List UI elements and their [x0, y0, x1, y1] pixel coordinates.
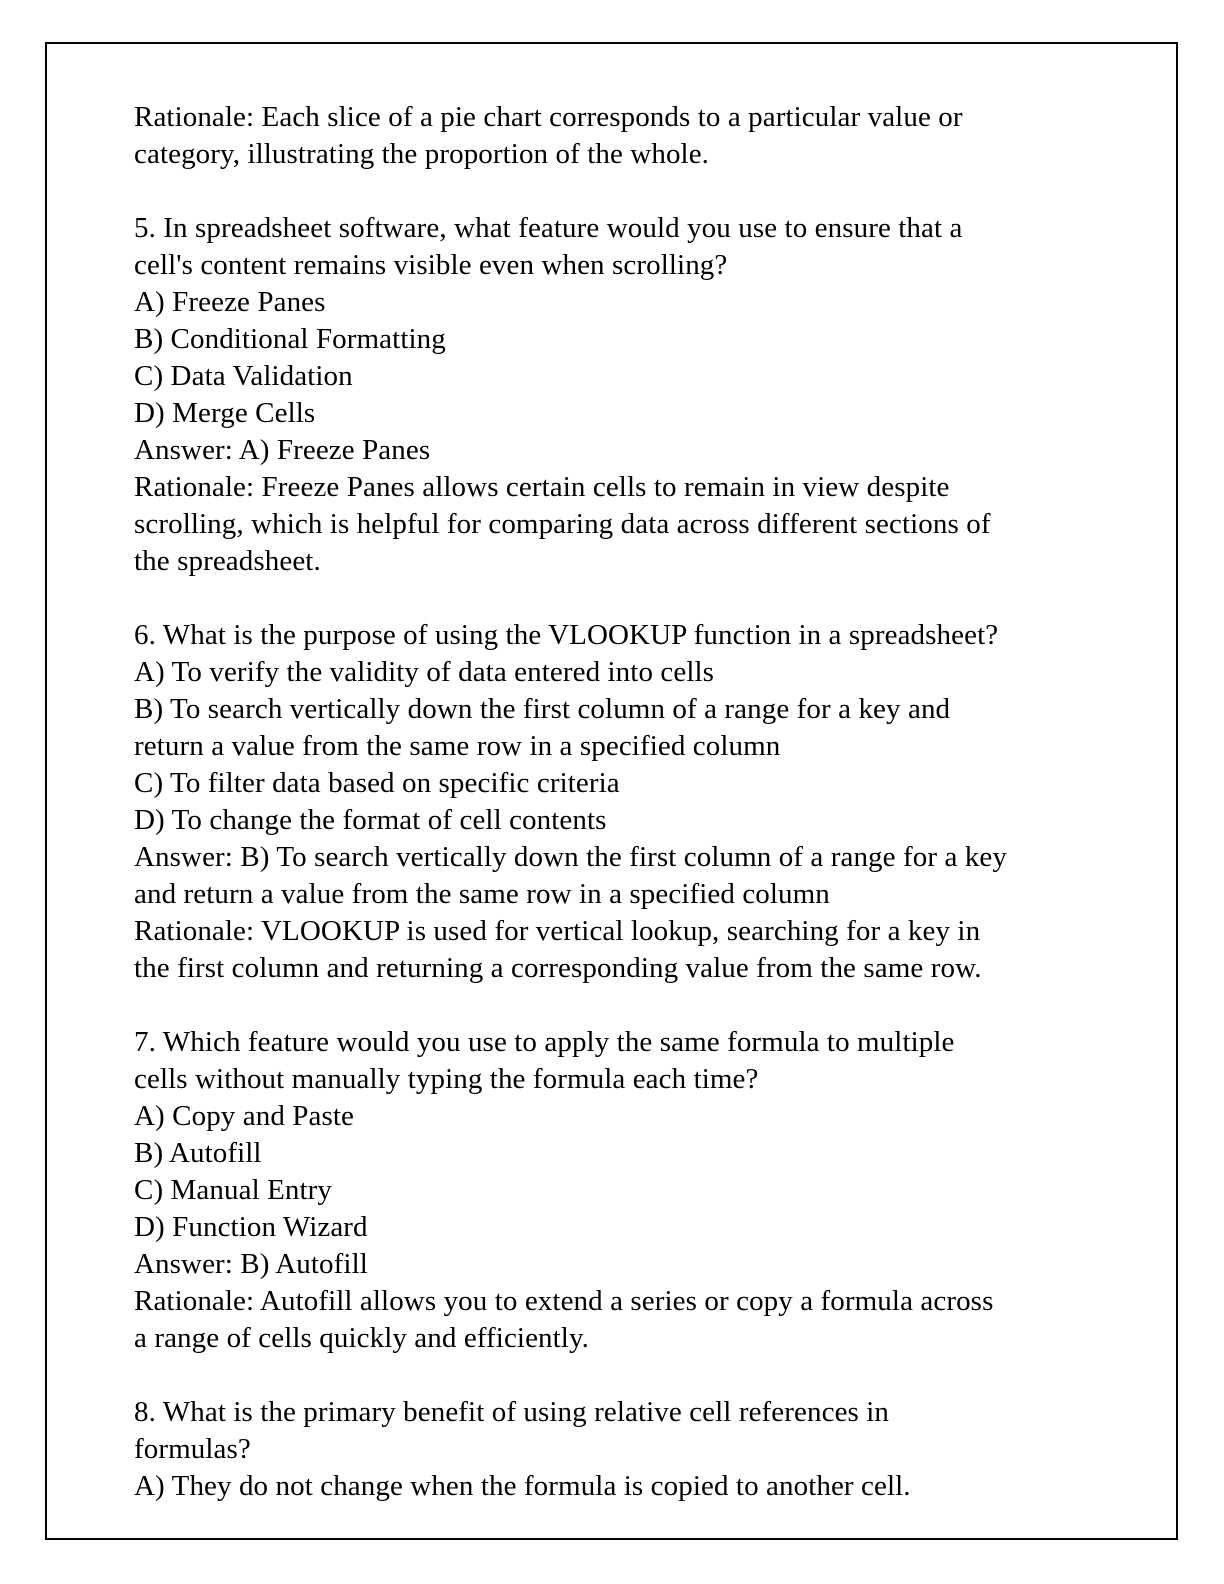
paragraph-block: 7. Which feature would you use to apply the same formula to multiple cells without manually typing the formula each time? A) Copy and Paste B) Autofill C) Manual Entry D) Function Wizard Answer: B) Autofill Rationale: Autofill allows you to extend a series or copy a formula across a range of cells quickly and efficiently.	[134, 1026, 994, 1354]
paragraph-block: 8. What is the primary benefit of using relative cell references in formulas? A) They do not change when the formula is copied to another cell.	[134, 1396, 911, 1502]
page-border	[45, 42, 1178, 1540]
paragraph-block: 5. In spreadsheet software, what feature would you use to ensure that a cell's content remains visible even when scrolling? A) Freeze Panes B) Conditional Formatting C) Data Validation D) Merge Cells Answer: A) Freeze Panes Rationale: Freeze Panes allows certain cells to remain in view despite scrolling, which is helpful for comparing data across different sections of the spreadsheet.	[134, 212, 991, 577]
paragraph-block: Rationale: Each slice of a pie chart corresponds to a particular value or category, illustrating the proportion of the whole.	[134, 101, 963, 170]
paragraph-block: 6. What is the purpose of using the VLOOKUP function in a spreadsheet? A) To verify the validity of data entered into cells B) To search vertically down the first column of a range for a key and return a value from the same row in a specified column C) To filter data based on specific criteria D) To change the format of cell contents Answer: B) To search vertically down the first column of a range for a key and return a value from the same row in a specified column Rationale: VLOOKUP is used for vertical lookup, searching for a key in the first column and returning a corresponding value from the same row.	[134, 619, 1007, 984]
document-content	[134, 99, 1136, 1518]
